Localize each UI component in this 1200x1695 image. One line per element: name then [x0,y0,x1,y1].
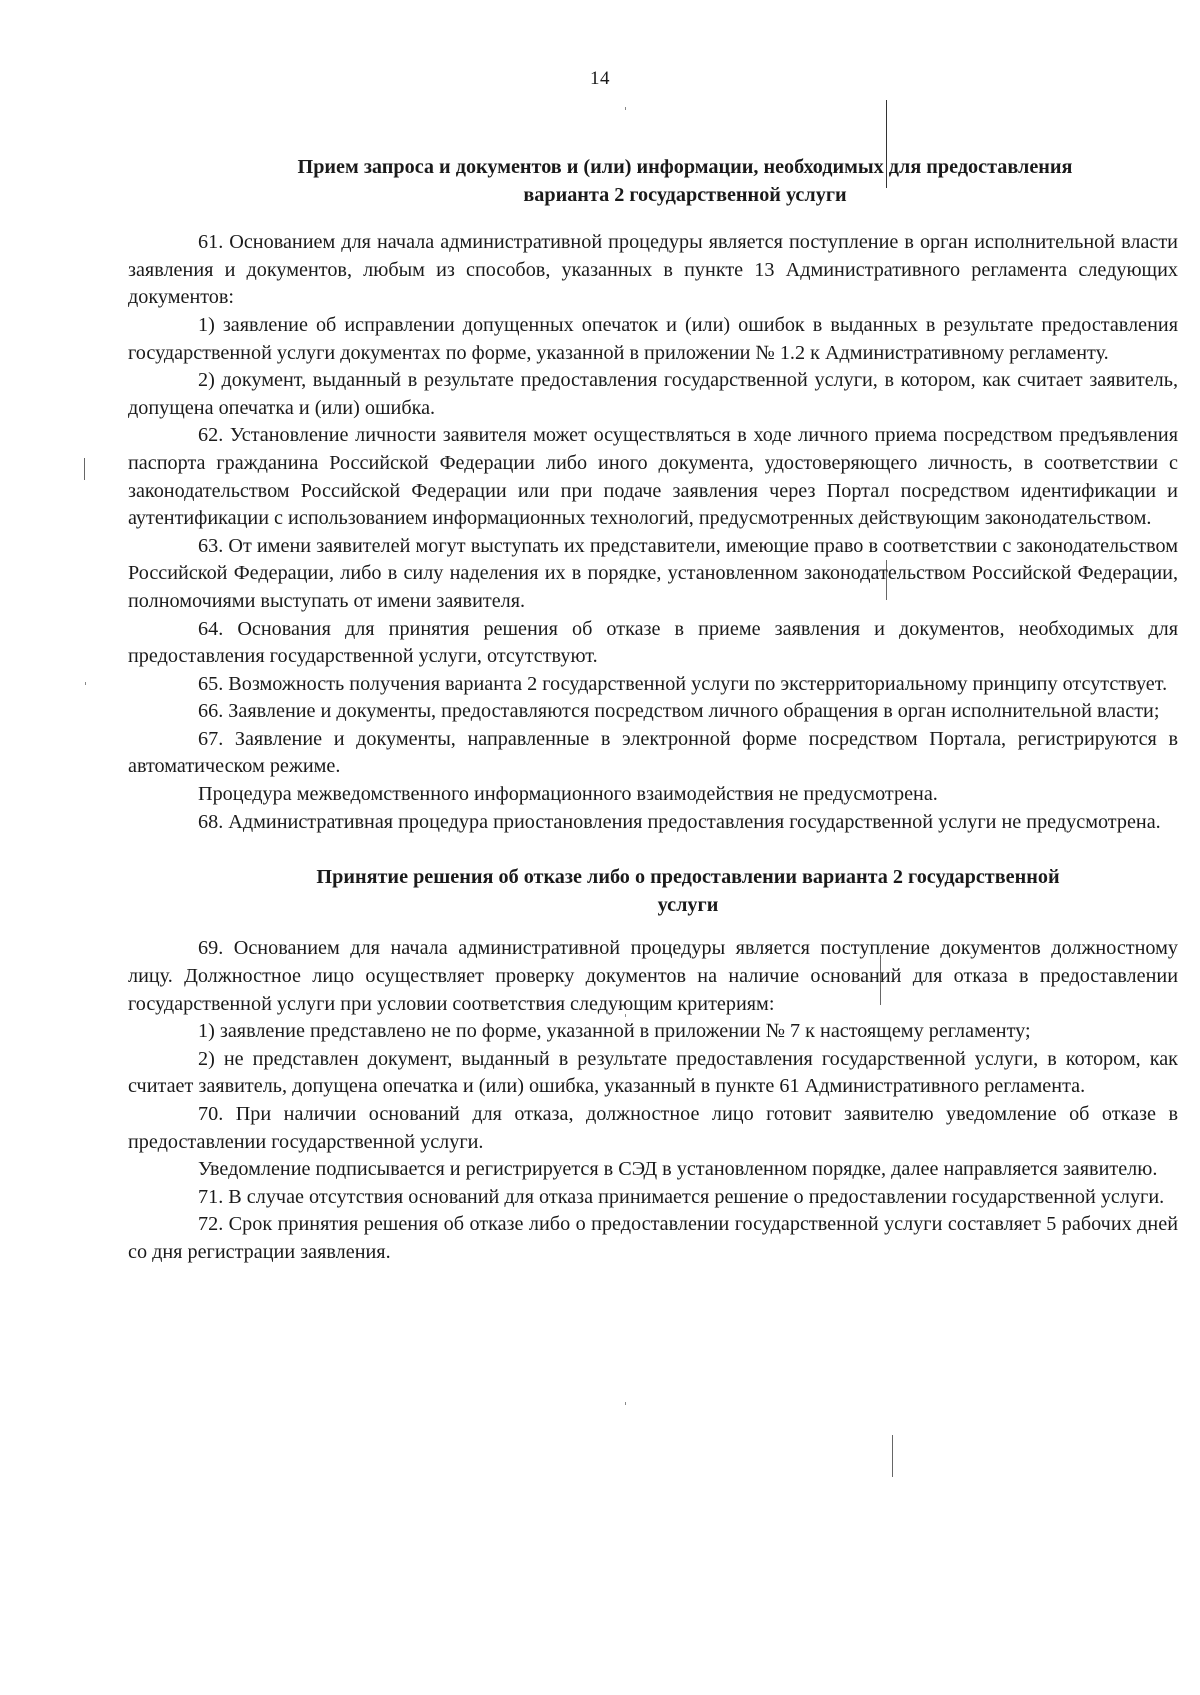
scan-artifact-dot [85,682,86,685]
section-2-title-line-1: Принятие решения об отказе либо о предоставлении варианта 2 государственной [316,866,1060,889]
section-1-title-line-1: Прием запроса и документов и (или) информации, необходимых для предоставления [297,156,1073,178]
scan-artifact-dot [625,107,626,110]
section-1-title-line-2: варианта 2 государственной услуги [523,183,847,206]
section-2-heading [128,864,1178,919]
section-1-heading [128,154,1178,209]
document-body [128,154,1178,1267]
paragraph-65: 65. Возможность получения варианта 2 государственной услуги по экстерриториальному принципу отсутствует. [198,672,1168,695]
paragraph-67: 67. Заявление и документы, направленные в электронной форме посредством Портала, регистрируются в автоматическом режиме. [128,727,1178,778]
paragraph-70: 70. При наличии оснований для отказа, должностное лицо готовит заявителю уведомление об отказе в предоставлении государственной услуги. [128,1103,1178,1153]
paragraph-61: 61. Основанием для начала административной процедуры является поступление в орган исполнительной власти заявления и документов, любым из способов, указанных в пункте 13 Административного регламента следующих документов: [128,231,1178,309]
paragraph-66: 66. Заявление и документы, предоставляются посредством личного обращения в орган исполнительной власти; [198,700,1160,723]
list-item-2: 2) документ, выданный в результате предоставления государственной услуги, в котором, как считает заявитель, допущена опечатка и (или) ошибка. [128,369,1178,419]
paragraph-62: 62. Установление личности заявителя может осуществляться в ходе личного приема посредством предъявления паспорта гражданина Российской Федерации либо иного документа, удостоверяющего личность, в соответствии с законодательством Российской Федерации или при подаче заявления через Портал посредством идентификации и аутентификации с использованием информационных технологий, предусмотренных действующим законодательством. [128,424,1178,530]
paragraph-64: 64. Основания для принятия решения об отказе в приеме заявления и документов, необходимых для предоставления государственной услуги, отсутствуют. [128,617,1178,668]
section-2-title-line-2: услуги [657,893,719,916]
paragraph-interagency: Процедура межведомственного информационного взаимодействия не предусмотрена. [198,783,938,806]
paragraph-69: 69. Основанием для начала административной процедуры является поступление документов должностному лицу. Должностное лицо осуществляет проверку документов на наличие оснований для отказа в предоставлении государственной услуги при условии соответствия следующим критериям: [128,937,1178,1015]
paragraph-notification: Уведомление подписывается и регистрируется в СЭД в установленном порядке, далее направляется заявителю. [198,1158,1158,1181]
criteria-item-2: 2) не представлен документ, выданный в результате предоставления государственной услуги, в котором, как считает заявитель, допущена опечатка и (или) ошибка, указанный в пункте 61 Административного регламента. [128,1047,1178,1098]
criteria-item-1: 1) заявление представлено не по форме, указанной в приложении № 7 к настоящему регламенту; [198,1020,1031,1043]
scan-artifact-dot [625,1402,626,1405]
paragraph-68: 68. Административная процедура приостановления предоставления государственной услуги не предусмотрена. [198,810,1161,833]
scan-artifact-line [84,458,85,480]
paragraph-72: 72. Срок принятия решения об отказе либо о предоставлении государственной услуги составляет 5 рабочих дней со дня регистрации заявления. [128,1213,1178,1263]
page-number: 14 [590,68,610,89]
scan-artifact-line [892,1435,893,1477]
paragraph-71: 71. В случае отсутствия оснований для отказа принимается решение о предоставлении государственной услуги. [198,1185,1165,1208]
list-item-1: 1) заявление об исправлении допущенных опечаток и (или) ошибок в выданных в результате предоставления государственной услуги документах по форме, указанной в приложении № 1.2 к Административному регламенту. [128,313,1178,364]
paragraph-63: 63. От имени заявителей могут выступать их представители, имеющие право в соответствии с законодательством Российской Федерации, либо в силу наделения их в порядке, установленном законодательством Российской Федерации, полномочиями выступать от имени заявителя. [128,534,1178,612]
